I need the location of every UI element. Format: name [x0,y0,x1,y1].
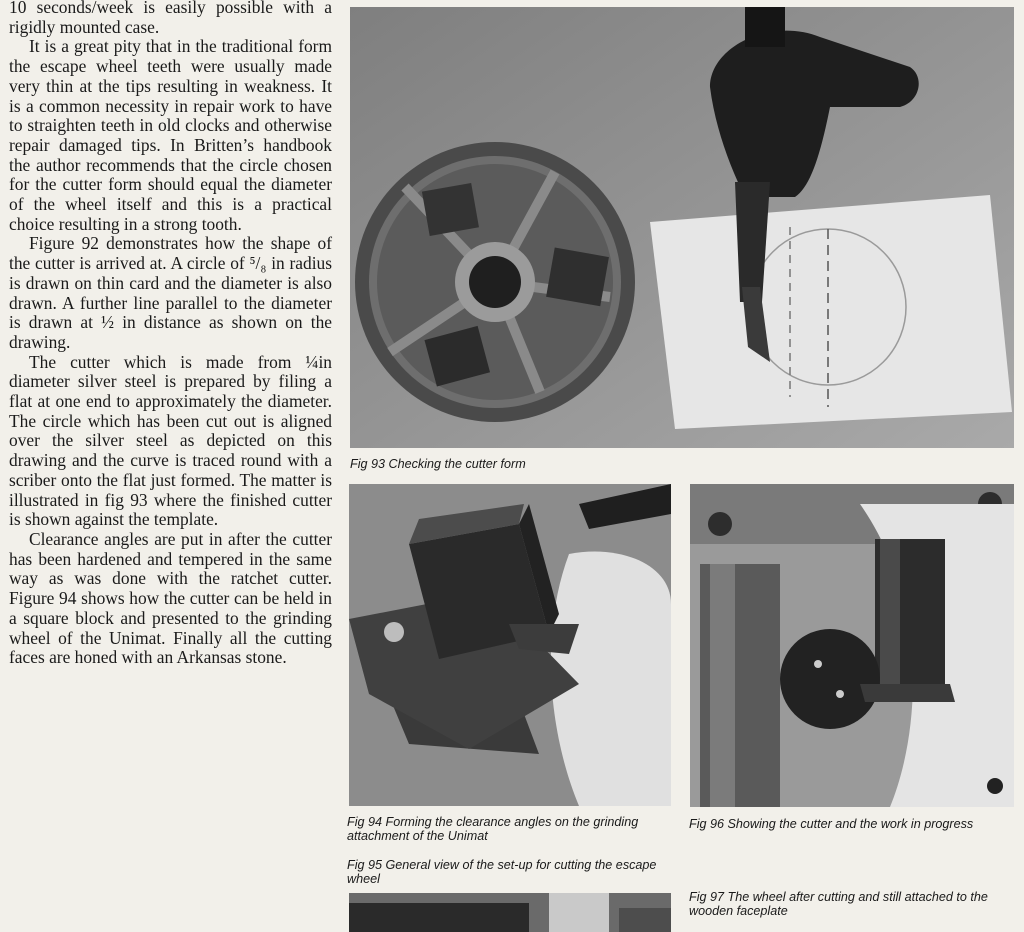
paragraph-1: 10 seconds/week is easily possible with a rigidly mounted case. [9,0,332,37]
fig95-caption: Fig 95 General view of the set-up for cutting the escape wheel [347,858,657,886]
fig95-photo [349,893,671,932]
fig97-caption: Fig 97 The wheel after cutting and still attached to the wooden faceplate [689,890,988,918]
paragraph-2: It is a great pity that in the traditional form the escape wheel teeth were usually made very thin at the tips resulting in weakness. It is a common necessity in repair work to have to straighten teeth in old clocks and otherwise repair damaged tips. In Britten’s handbook the author recommends that the circle chosen for the cutter form should equal the diameter of the wheel itself and this is a practical choice resulting in a strong tooth. [9,36,332,234]
paragraph-4: The cutter which is made from ¼in diameter silver steel is prepared by filing a flat at one end to approximately the diameter. The circle which has been cut out is aligned over the silver steel as depicted on this drawing and the curve is traced round with a scriber onto the flat just formed. The matter is illustrated in fig 93 where the finished cutter is shown against the template. [9,351,332,530]
body-text-column [9,0,332,668]
fig93-caption: Fig 93 Checking the cutter form [350,457,526,471]
fig96-photo [690,484,1014,807]
fig94-photo [349,484,671,806]
paragraph-3: Figure 92 demonstrates how the shape of the cutter is arrived at. A circle of ⁵/₈ in radius is drawn on thin card and the diameter is also drawn. A further line parallel to the diameter is drawn at ½ in distance as shown on the drawing. [9,233,332,352]
fig96-caption: Fig 96 Showing the cutter and the work in progress [689,817,974,831]
paragraph-5: Clearance angles are put in after the cutter has been hardened and tempered in the same way as was done with the ratchet cutter. Figure 94 shows how the cutter can be held in a square block and presented to the grinding wheel of the Unimat. Finally all the cutting faces are honed with an Arkansas stone. [9,528,332,668]
fig93-photo [350,7,1014,448]
fig94-caption: Fig 94 Forming the clearance angles on the grinding attachment of the Unimat [347,815,639,843]
